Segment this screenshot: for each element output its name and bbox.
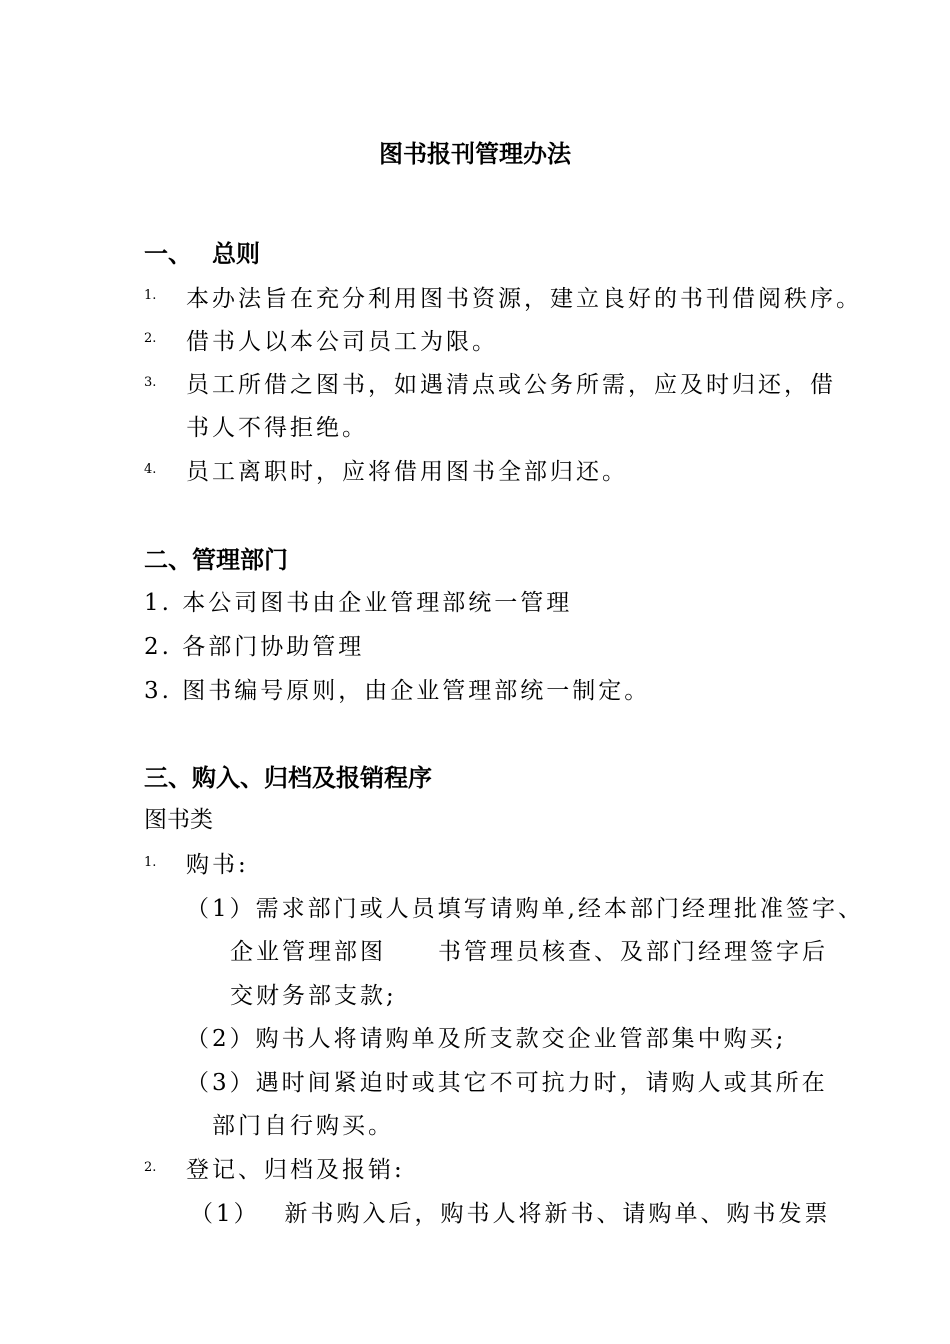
section-1-number: 一、 (144, 240, 192, 268)
sub-item-text-continued: 交财务部支款; (230, 983, 397, 1009)
list-item: 1. 本公司图书由企业管理部统一管理 (144, 590, 573, 616)
sub-item-text-continued: 企业管理部图 书管理员核查、及部门经理签字后 (230, 939, 828, 965)
list-item-number: 2. (144, 331, 157, 346)
sub-item-text: （1）需求部门或人员填写请购单,经本部门经理批准签字、 (186, 896, 864, 922)
list-item-number: 3. (144, 375, 157, 390)
list-item: 2. 各部门协助管理 (144, 634, 365, 660)
list-item-text-continued: 书人不得拒绝。 (186, 415, 368, 441)
list-item-number: 1. (144, 288, 157, 303)
list-item-number: 4. (144, 462, 157, 477)
sub-item-text: （1） 新书购入后，购书人将新书、请购单、购书发票 (190, 1201, 831, 1227)
subsection-title: 图书类 (144, 807, 213, 833)
list-item-number: 2. (144, 1160, 157, 1175)
sub-item-text-continued: 部门自行购买。 (212, 1113, 394, 1139)
list-item-text: 本办法旨在充分利用图书资源，建立良好的书刊借阅秩序。 (186, 286, 862, 312)
list-item-text: 借书人以本公司员工为限。 (186, 329, 498, 355)
sub-item-text: （3）遇时间紧迫时或其它不可抗力时，请购人或其所在 (186, 1070, 828, 1096)
list-item: 3. 图书编号原则，由企业管理部统一制定。 (144, 678, 651, 704)
list-item-number: 1. (144, 855, 157, 870)
section-2-heading: 二、管理部门 (144, 546, 288, 574)
section-1-heading: 总则 (212, 240, 260, 268)
list-item-text: 购书: (186, 852, 249, 878)
sub-item-text: （2）购书人将请购单及所支款交企业管部集中购买; (186, 1026, 787, 1052)
section-3-heading: 三、购入、归档及报销程序 (144, 764, 432, 792)
list-item-text: 员工离职时，应将借用图书全部归还。 (186, 459, 628, 485)
list-item-text: 员工所借之图书，如遇清点或公务所需，应及时归还，借 (186, 372, 836, 398)
document-title: 图书报刊管理办法 (379, 140, 571, 168)
list-item-text: 登记、归档及报销: (186, 1157, 405, 1183)
